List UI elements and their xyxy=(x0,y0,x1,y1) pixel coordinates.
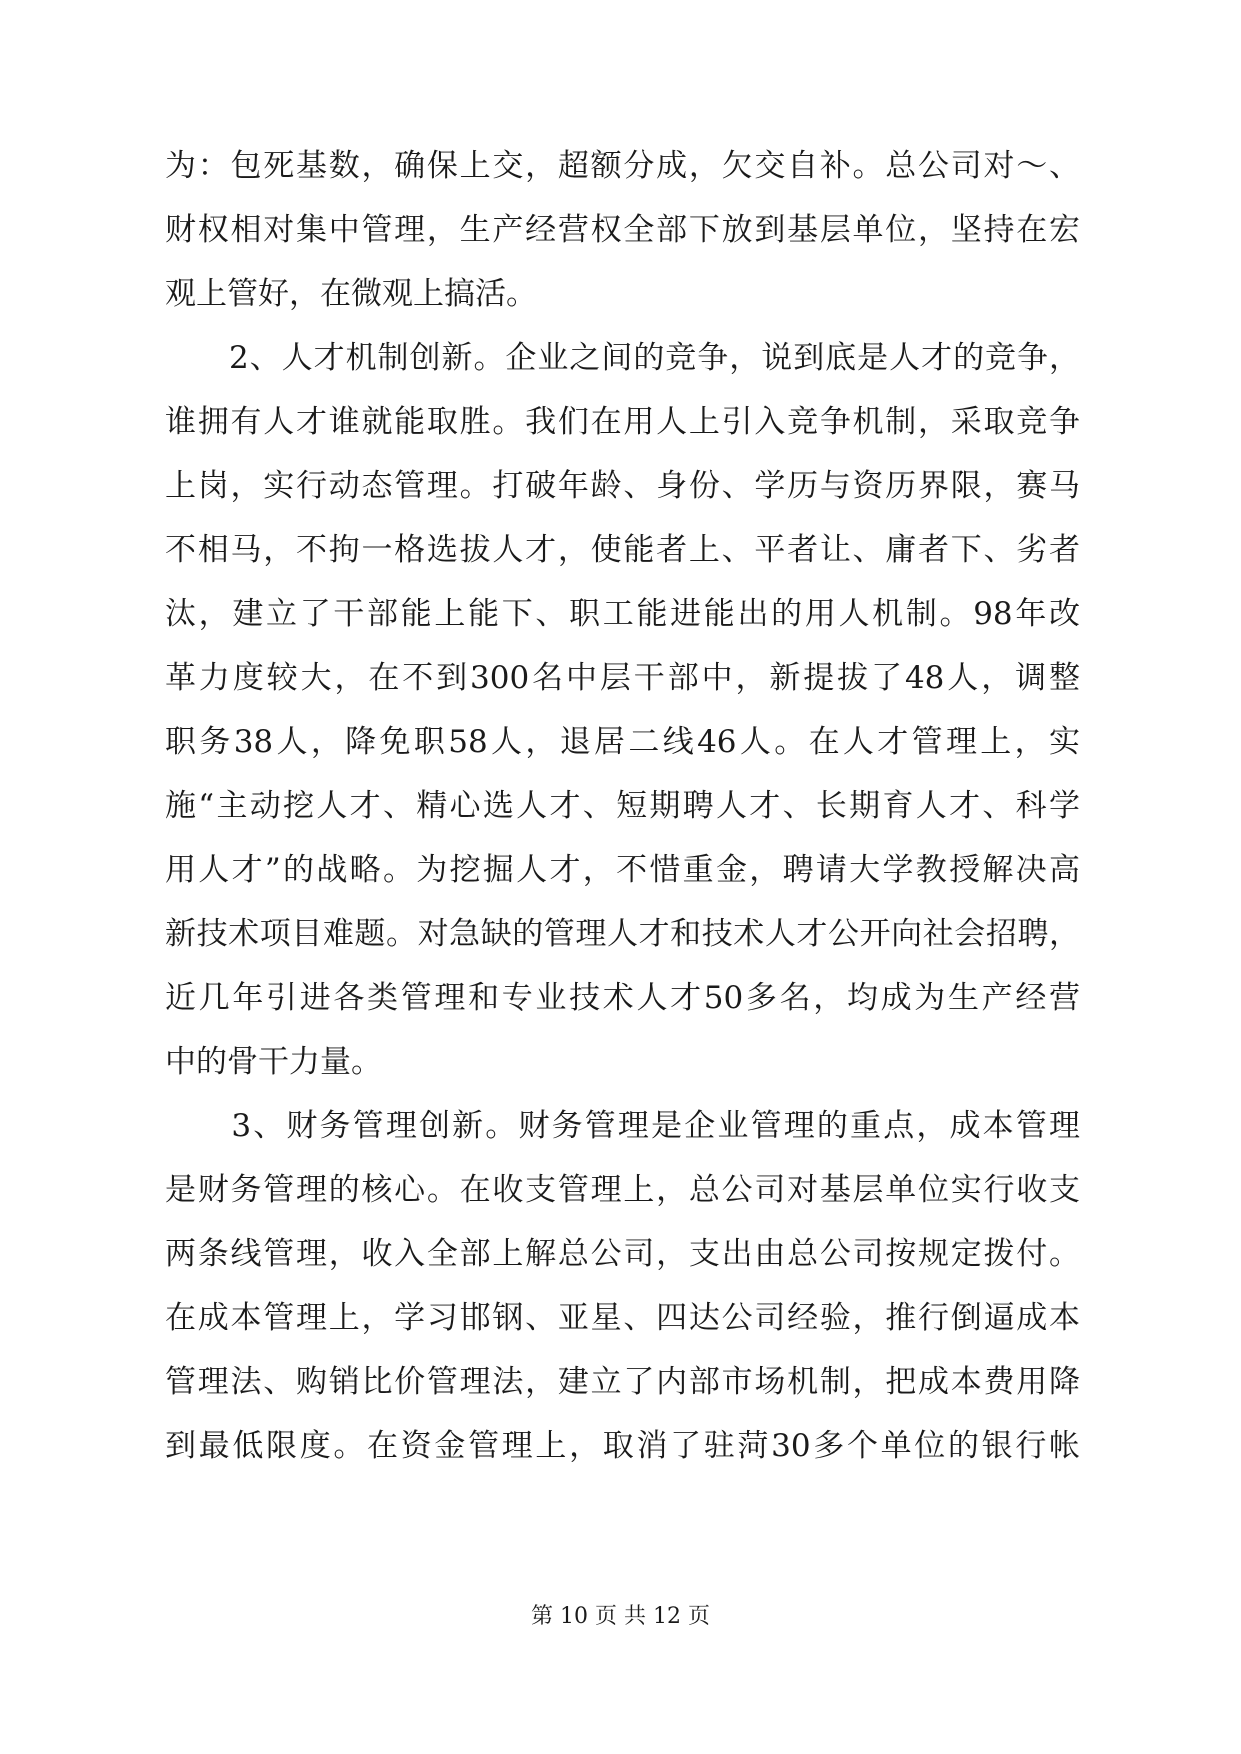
paragraph-2-line-8: 施“主动挖人才、精心选人才、短期聘人才、长期育人才、科学 xyxy=(165,788,1080,824)
paragraph-2-line-12: 中的骨干力量。 xyxy=(165,1044,382,1080)
paragraph-2-line-7: 职务38人，降免职58人，退居二线46人。在人才管理上，实 xyxy=(165,724,1080,760)
paragraph-3-line-6: 到最低限度。在资金管理上，取消了驻菏30多个单位的银行帐 xyxy=(165,1428,1080,1464)
paragraph-3-line-3: 两条线管理，收入全部上解总公司，支出由总公司按规定拨付。 xyxy=(165,1236,1080,1272)
paragraph-2-line-1: 2、人才机制创新。企业之间的竞争，说到底是人才的竞争， xyxy=(165,340,1080,376)
paragraph-3-line-5: 管理法、购销比价管理法，建立了内部市场机制，把成本费用降 xyxy=(165,1364,1080,1400)
paragraph-2-line-4: 不相马，不拘一格选拔人才，使能者上、平者让、庸者下、劣者 xyxy=(165,532,1080,568)
paragraph-3-line-2: 是财务管理的核心。在收支管理上，总公司对基层单位实行收支 xyxy=(165,1172,1080,1208)
paragraph-1-line-2: 财权相对集中管理，生产经营权全部下放到基层单位，坚持在宏 xyxy=(165,212,1080,248)
paragraph-2-line-11: 近几年引进各类管理和专业技术人才50多名，均成为生产经营 xyxy=(165,980,1080,1016)
paragraph-2-line-9: 用人才”的战略。为挖掘人才，不惜重金，聘请大学教授解决高 xyxy=(165,852,1080,888)
paragraph-1-line-1: 为：包死基数，确保上交，超额分成，欠交自补。总公司对～、 xyxy=(165,148,1080,184)
paragraph-3-line-1: 3、财务管理创新。财务管理是企业管理的重点，成本管理 xyxy=(165,1108,1080,1144)
paragraph-2-line-6: 革力度较大，在不到300名中层干部中，新提拔了48人，调整 xyxy=(165,660,1080,696)
page-number-footer: 第 10 页 共 12 页 xyxy=(531,1604,710,1629)
paragraph-2-line-10: 新技术项目难题。对急缺的管理人才和技术人才公开向社会招聘， xyxy=(165,916,1080,952)
paragraph-1-line-3: 观上管好，在微观上搞活。 xyxy=(165,276,537,312)
paragraph-2-line-3: 上岗，实行动态管理。打破年龄、身份、学历与资历界限，赛马 xyxy=(165,468,1080,504)
paragraph-3-line-4: 在成本管理上，学习邯钢、亚星、四达公司经验，推行倒逼成本 xyxy=(165,1300,1080,1336)
paragraph-2-line-2: 谁拥有人才谁就能取胜。我们在用人上引入竞争机制，采取竞争 xyxy=(165,404,1080,440)
paragraph-2-line-5: 汰，建立了干部能上能下、职工能进能出的用人机制。98年改 xyxy=(165,596,1080,632)
